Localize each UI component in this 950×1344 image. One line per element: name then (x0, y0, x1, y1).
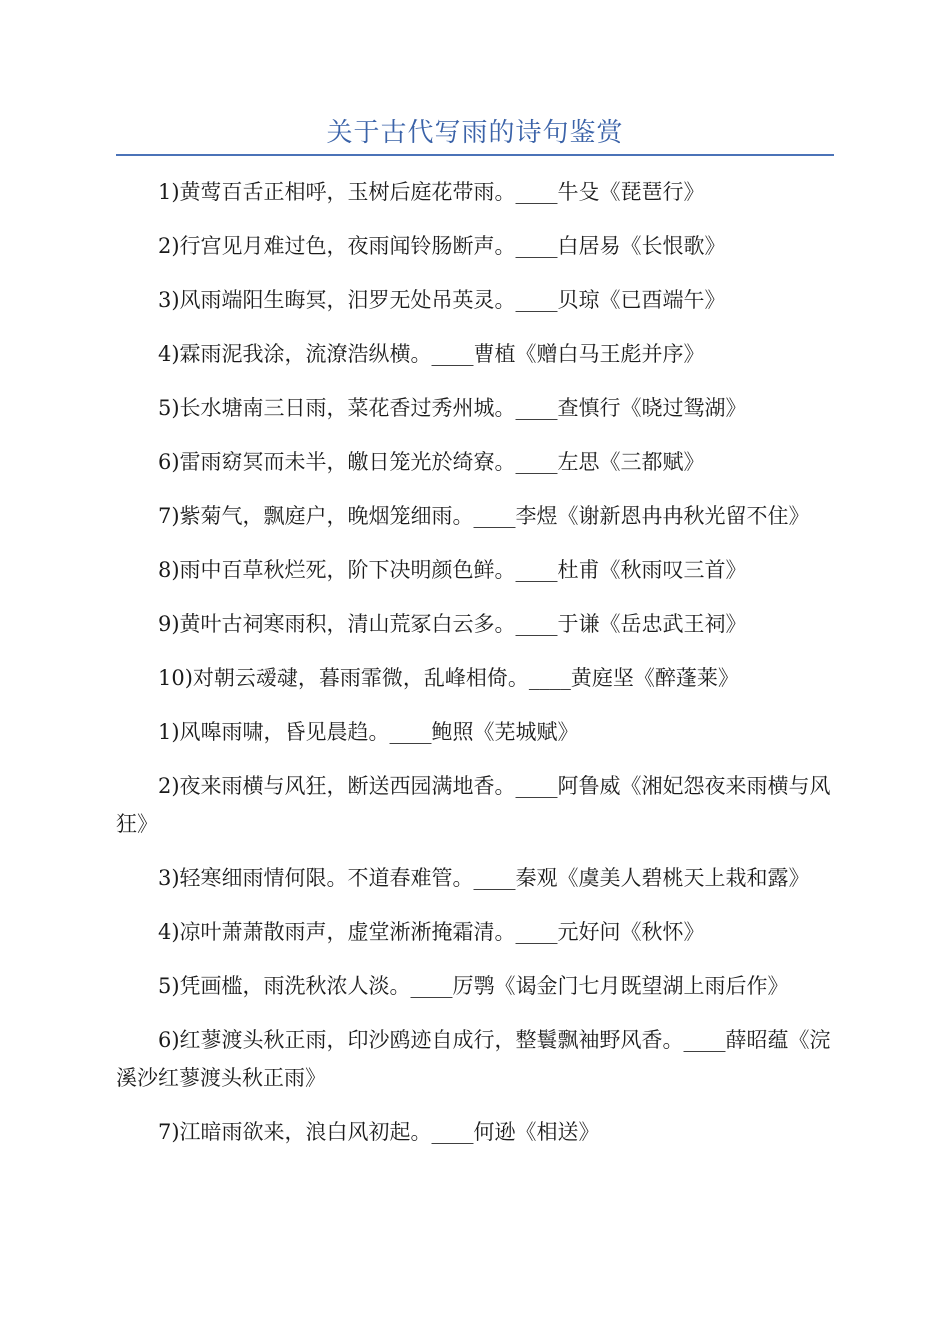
title-underline (116, 154, 834, 156)
poem-line: 5)凭画槛，雨洗秋浓人淡。____厉鹗《谒金门七月既望湖上雨后作》 (158, 974, 789, 998)
poem-line: 1)黄莺百舌正相呼，玉树后庭花带雨。____牛殳《琵琶行》 (158, 180, 705, 204)
poem-line: 3)风雨端阳生晦冥，汨罗无处吊英灵。____贝琼《已酉端午》 (158, 288, 726, 312)
poem-line: 7)江暗雨欲来，浪白风初起。____何逊《相送》 (158, 1120, 600, 1144)
poem-line: 9)黄叶古祠寒雨积，清山荒冢白云多。____于谦《岳忠武王祠》 (158, 612, 747, 636)
poem-line: 2)夜来雨横与风狂，断送西园满地香。____阿鲁威《湘妃怨夜来雨横与风狂》 (116, 774, 831, 836)
poem-line: 6)红蓼渡头秋正雨，印沙鸥迹自成行，整鬟飘袖野风香。____薛昭蕴《浣溪沙红蓼渡头秋正雨》 (116, 1028, 831, 1090)
poem-list (116, 173, 834, 1167)
poem-line: 1)风嗥雨啸，昏见晨趋。____鲍照《芜城赋》 (158, 720, 579, 744)
poem-line: 6)雷雨窈冥而未半，皦日笼光於绮寮。____左思《三都赋》 (158, 450, 705, 474)
poem-line: 4)霖雨泥我涂，流潦浩纵横。____曹植《赠白马王彪并序》 (158, 342, 705, 366)
poem-line: 5)长水塘南三日雨，菜花香过秀州城。____查慎行《晓过鸳湖》 (158, 396, 747, 420)
poem-line: 10)对朝云叆叇，暮雨霏微，乱峰相倚。____黄庭坚《醉蓬莱》 (158, 666, 739, 690)
page-title: 关于古代写雨的诗句鉴赏 (326, 118, 624, 148)
poem-line: 2)行宫见月难过色，夜雨闻铃肠断声。____白居易《长恨歌》 (158, 234, 726, 258)
poem-line: 4)凉叶萧萧散雨声，虚堂淅淅掩霜清。____元好问《秋怀》 (158, 920, 705, 944)
poem-line: 8)雨中百草秋烂死，阶下决明颜色鲜。____杜甫《秋雨叹三首》 (158, 558, 747, 582)
poem-line: 3)轻寒细雨情何限。不道春难管。____秦观《虞美人碧桃天上栽和露》 (158, 866, 810, 890)
poem-line: 7)紫菊气，飘庭户，晚烟笼细雨。____李煜《谢新恩冉冉秋光留不住》 (158, 504, 810, 528)
